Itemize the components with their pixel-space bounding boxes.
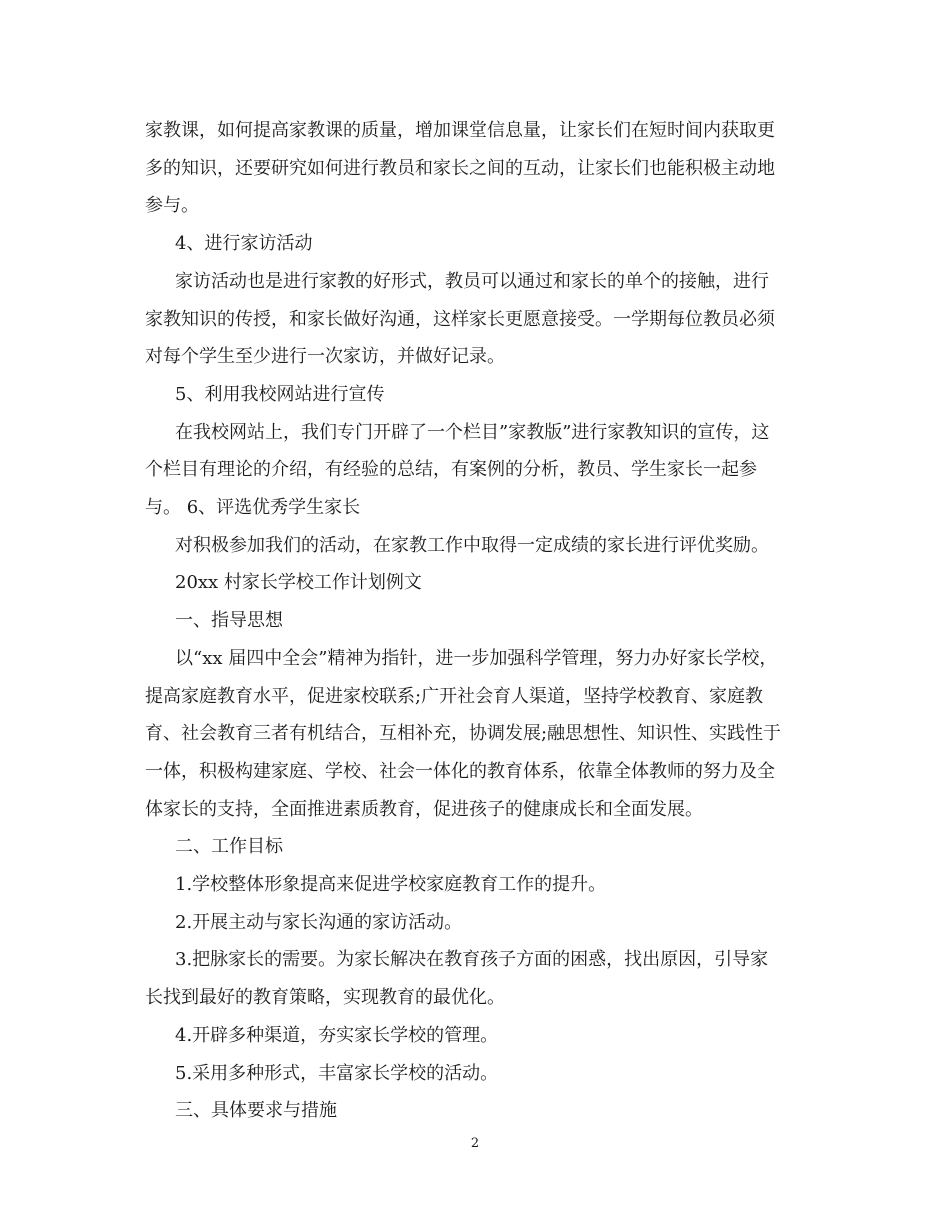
text-line: 20xx 村家长学校工作计划例文 <box>175 572 422 594</box>
text-line: 对积极参加我们的活动，在家教工作中取得一定成绩的家长进行评优奖励。 <box>175 534 769 556</box>
text-line: 1.学校整体形象提高来促进学校家庭教育工作的提升。 <box>175 874 607 896</box>
document-body <box>145 112 805 1130</box>
text-line: 3.把脉家长的需要。为家长解决在教育孩子方面的困惑，找出原因，引导家 <box>175 949 769 971</box>
text-line: 与。 6、评选优秀学生家长 <box>145 497 361 519</box>
text-line: 提高家庭教育水平，促进家校联系;广开社会育人渠道，坚持学校教育、家庭教 <box>145 685 764 707</box>
text-line: 体家长的支持，全面推进素质教育，促进孩子的健康成长和全面发展。 <box>145 798 703 820</box>
text-line: 育、社会教育三者有机结合，互相补充，协调发展;融思想性、知识性、实践性于 <box>145 723 782 745</box>
text-line: 以“xx 届四中全会”精神为指针，进一步加强科学管理，努力办好家长学校， <box>175 647 778 669</box>
text-line: 2.开展主动与家长沟通的家访活动。 <box>175 911 463 933</box>
text-line: 5、利用我校网站进行宣传 <box>175 383 385 405</box>
text-line: 参与。 <box>145 195 199 217</box>
text-line: 个栏目有理论的介绍，有经验的总结，有案例的分析，教员、学生家长一起参 <box>145 459 757 481</box>
text-line: 5.采用多种形式，丰富家长学校的活动。 <box>175 1062 499 1084</box>
page-number: 2 <box>470 1136 480 1151</box>
text-line: 4、进行家访活动 <box>175 233 313 255</box>
text-line: 多的知识，还要研究如何进行教员和家长之间的互动，让家长们也能积极主动地 <box>145 157 775 179</box>
text-line: 长找到最好的教育策略，实现教育的最优化。 <box>145 987 505 1009</box>
text-line: 一体，积极构建家庭、学校、社会一体化的教育体系，依靠全体教师的努力及全 <box>145 760 775 782</box>
text-line: 对每个学生至少进行一次家访，并做好记录。 <box>145 346 505 368</box>
text-line: 三、具体要求与措施 <box>175 1100 337 1122</box>
text-line: 二、工作目标 <box>175 836 283 858</box>
text-line: 家访活动也是进行家教的好形式，教员可以通过和家长的单个的接触，进行 <box>175 270 769 292</box>
text-line: 在我校网站上，我们专门开辟了一个栏目”家教版”进行家教知识的宣传，这 <box>175 421 770 443</box>
text-line: 一、指导思想 <box>175 610 283 632</box>
text-line: 家教课，如何提高家教课的质量，增加课堂信息量，让家长们在短时间内获取更 <box>145 120 775 141</box>
text-line: 4.开辟多种渠道，夯实家长学校的管理。 <box>175 1024 499 1046</box>
text-line: 家教知识的传授，和家长做好沟通，这样家长更愿意接受。一学期每位教员必须 <box>145 308 775 330</box>
